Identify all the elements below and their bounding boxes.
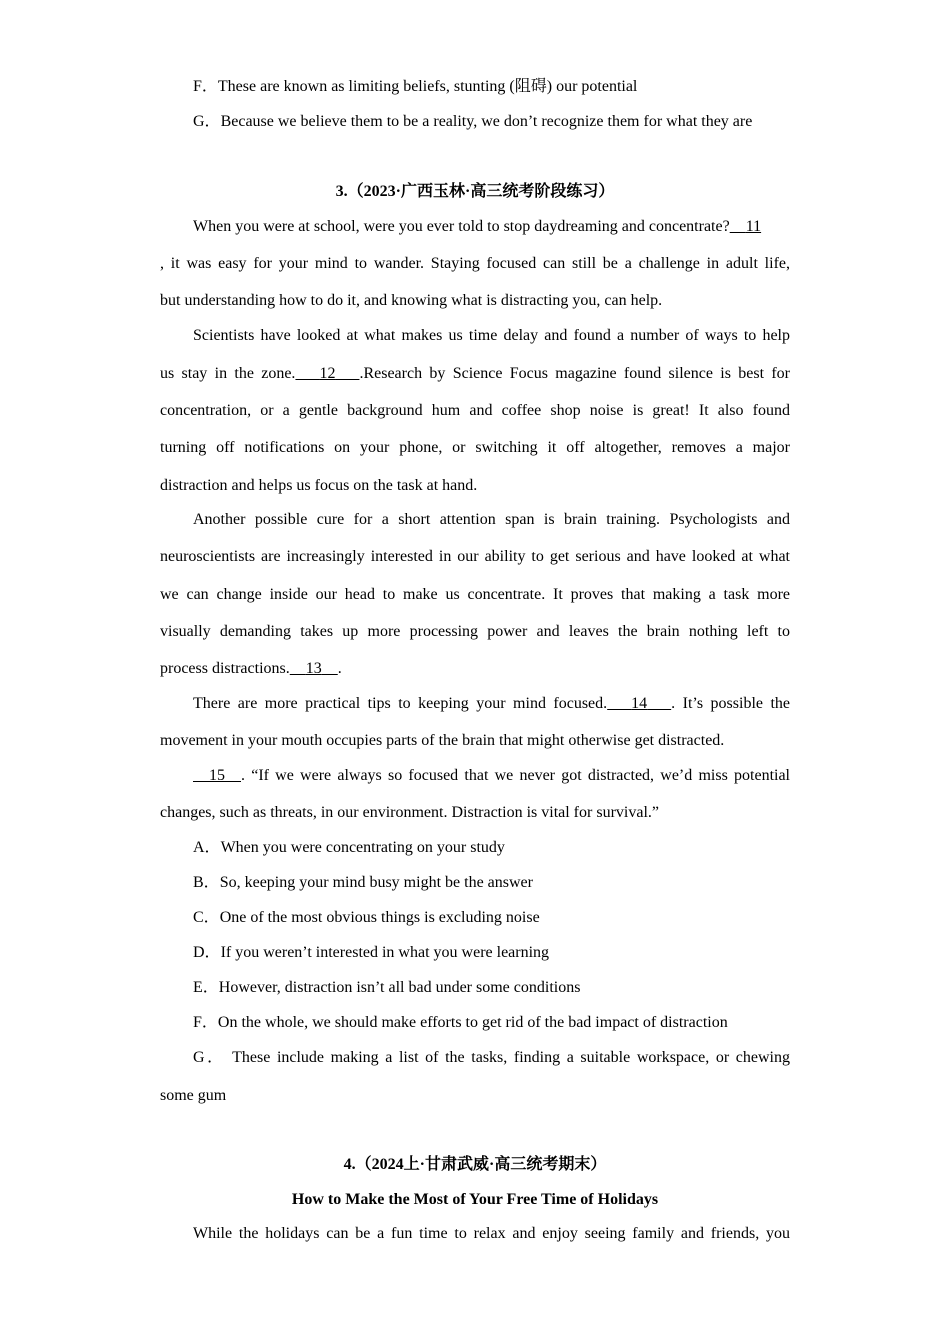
option-d: D．If you weren’t interested in what you were learning <box>193 944 550 961</box>
q3-p2-line4: turning off notifications on your phone, or switching it off altogether, removes a major <box>160 439 790 456</box>
blank-14[interactable]: 14 <box>631 695 648 712</box>
q3-p3-line5: process distractions. 13 . <box>160 660 342 677</box>
option-c: C．One of the most obvious things is excluding noise <box>193 909 540 926</box>
q3-p4-line1: There are more practical tips to keeping your mind focused. 14 . It’s possible the <box>193 695 791 712</box>
q3-p1-line3: but understanding how to do it, and knowing what is distracting you, can help. <box>160 292 663 309</box>
question-3-heading: 3.（2023·广西玉林·高三统考阶段练习） <box>335 183 615 200</box>
blank-13[interactable]: 13 <box>305 660 322 677</box>
q3-p2-line3: concentration, or a gentle background hum and coffee shop noise is great! It also found <box>160 402 790 419</box>
blank-15[interactable]: 15 <box>209 767 225 784</box>
q3-p2-line2: us stay in the zone. 12 .Research by Science Focus magazine found silence is best for <box>160 365 790 382</box>
blank-11[interactable]: 11 <box>745 218 762 235</box>
q3-p5-line1: 15 . “If we were always so focused that we never got distracted, we’d miss potential <box>193 766 790 786</box>
q3-p3-line2: neuroscientists are increasingly interested in our ability to get serious and have looked at what <box>160 548 790 565</box>
option-b: B．So, keeping your mind busy might be the answer <box>193 874 533 891</box>
option-a: A．When you were concentrating on your study <box>193 839 505 856</box>
q3-p3-line4: visually demanding takes up more processing power and leaves the brain nothing left to <box>160 623 790 640</box>
q3-p3-line1: Another possible cure for a short attention span is brain training. Psychologists and <box>193 511 790 528</box>
q3-p1-line2: , it was easy for your mind to wander. Staying focused can still be a challenge in adult life, <box>160 255 790 272</box>
q3-p2-line1: Scientists have looked at what makes us time delay and found a number of ways to help <box>193 327 790 344</box>
q4-p1-line1: While the holidays can be a fun time to relax and enjoy seeing family and friends, you <box>193 1225 790 1242</box>
question-4-heading: 4.（2024上·甘肃武威·高三统考期末） <box>343 1156 607 1173</box>
q3-p4-line2: movement in your mouth occupies parts of the brain that might otherwise get distracted. <box>160 732 725 749</box>
blank-12[interactable]: 12 <box>319 365 336 382</box>
q3-p5-line2: changes, such as threats, in our environment. Distraction is vital for survival.” <box>160 804 659 821</box>
option-g: G． These include making a list of the tasks, finding a suitable workspace, or chewing <box>193 1049 790 1066</box>
prev-option-f: F．These are known as limiting beliefs, stunting (阻碍) our potential <box>193 78 638 95</box>
q3-p2-line5: distraction and helps us focus on the task at hand. <box>160 477 478 494</box>
prev-option-g: G．Because we believe them to be a reality, we don’t recognize them for what they are <box>193 113 753 130</box>
option-e: E．However, distraction isn’t all bad under some conditions <box>193 979 581 996</box>
option-f: F．On the whole, we should make efforts to get rid of the bad impact of distraction <box>193 1014 728 1031</box>
q3-p3-line3: we can change inside our head to make us concentrate. It proves that making a task more <box>160 586 790 603</box>
passage-title: How to Make the Most of Your Free Time of Holidays <box>291 1191 659 1208</box>
option-g-continued: some gum <box>160 1087 227 1104</box>
q3-p1-line1: When you were at school, were you ever told to stop daydreaming and concentrate? 11 <box>193 218 762 235</box>
